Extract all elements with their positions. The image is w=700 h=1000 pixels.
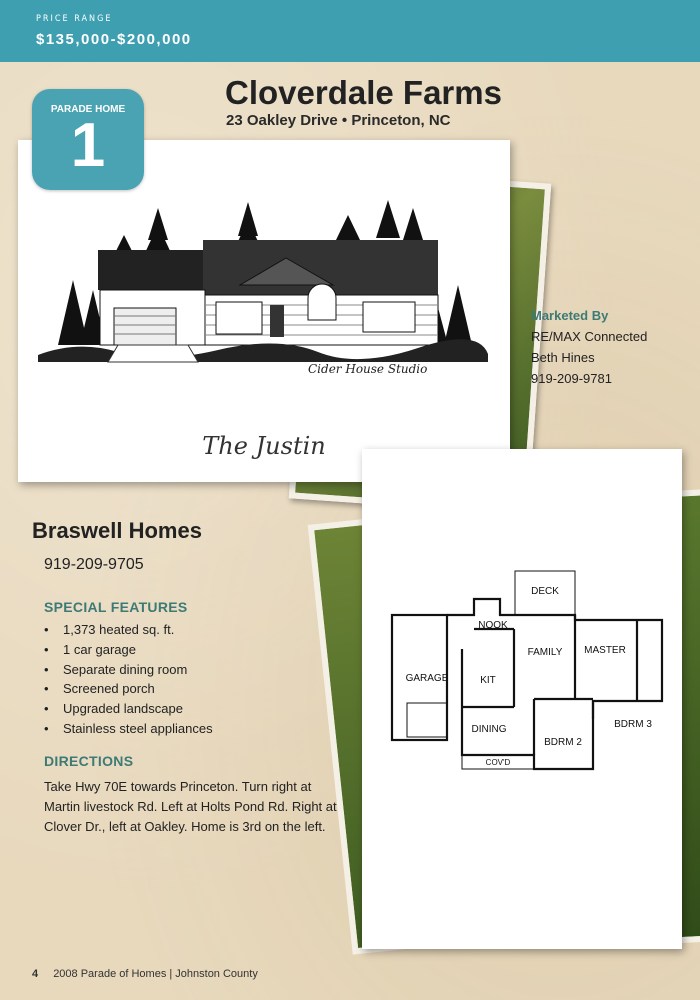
footer-text: 2008 Parade of Homes | Johnston County [53, 968, 258, 980]
features-heading: SPECIAL FEATURES [44, 599, 188, 615]
price-range-label: PRICE RANGE [36, 14, 113, 24]
room-label: DECK [531, 586, 559, 597]
room-label: NOOK [478, 620, 508, 631]
floor-plan [362, 449, 682, 949]
badge-label: PARADE HOME [50, 104, 126, 115]
marketed-by-block [531, 305, 647, 389]
feature-item: • Screened porch [44, 679, 213, 699]
price-range-value: $135,000-$200,000 [36, 31, 192, 48]
feature-item: • Separate dining room [44, 660, 213, 680]
directions-text: Take Hwy 70E towards Princeton. Turn right at Martin livestock Rd. Left at Holts Pond Rd. Right at Clover Dr., left at Oakley. Home is 3rd on the left. [44, 779, 337, 834]
page-footer [32, 968, 258, 980]
room-label: GARAGE [405, 673, 449, 684]
room-label: MASTER [584, 645, 626, 656]
parade-home-badge [32, 89, 144, 190]
listing-address: 23 Oakley Drive • Princeton, NC [226, 112, 451, 129]
room-label: FAMILY [527, 647, 563, 658]
artist-signature: Cider House Studio [308, 362, 428, 376]
badge-number: 1 [70, 111, 106, 180]
price-range-bar [0, 0, 700, 62]
room-label: BDRM 2 [544, 737, 582, 748]
agent-phone: 919-209-9781 [531, 371, 612, 386]
room-label: COV'D [485, 758, 511, 767]
room-label: DINING [471, 724, 507, 735]
feature-item: • Stainless steel appliances [44, 719, 213, 739]
listing-title: Cloverdale Farms [225, 74, 502, 111]
features-list [44, 620, 213, 739]
house-sketch [18, 140, 510, 482]
floor-plan-card [362, 449, 682, 949]
marketed-by-heading: Marketed By [531, 308, 609, 323]
feature-item: • 1,373 heated sq. ft. [44, 620, 213, 640]
feature-item: • Upgraded landscape [44, 699, 213, 719]
page-number: 4 [32, 968, 39, 980]
directions-heading: DIRECTIONS [44, 753, 134, 769]
agency-name: RE/MAX Connected [531, 329, 648, 344]
room-label: BDRM 3 [614, 719, 652, 730]
house-rendering-card [18, 140, 510, 482]
agent-name: Beth Hines [531, 350, 595, 365]
plan-name: The Justin [202, 432, 326, 460]
room-label: KIT [480, 675, 496, 686]
builder-name: Braswell Homes [32, 518, 202, 543]
feature-item: • 1 car garage [44, 640, 213, 660]
builder-phone: 919-209-9705 [44, 556, 144, 573]
